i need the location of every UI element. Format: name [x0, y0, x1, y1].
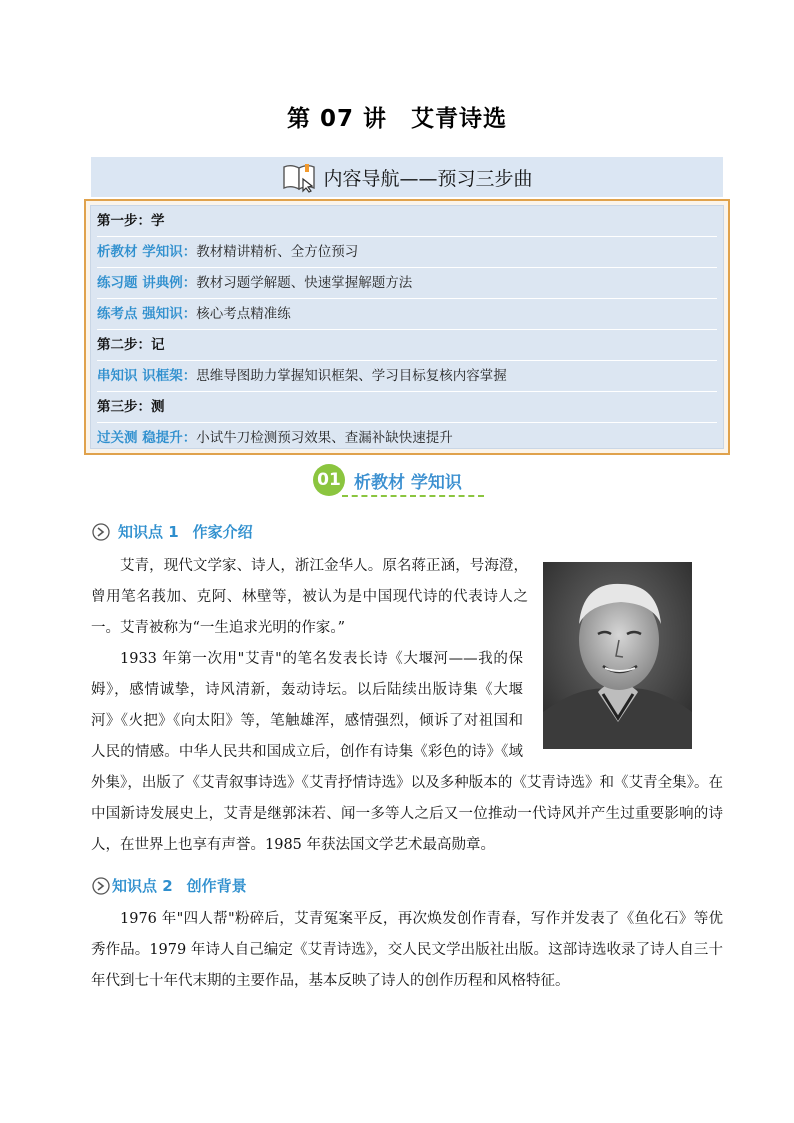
background-paragraph: 1976 年"四人帮"粉碎后，艾青冤案平反，再次焕发创作青春，写作并发表了《鱼化石》等优秀作品。1979 年诗人自己编定《艾青诗选》，交人民文学出版社出版。这部诗选收录了诗人自三十年代到七十年代末期的主要作品，基本反映了诗人的创作历程和风格特征。	[91, 911, 723, 989]
section-number: 01	[313, 464, 345, 496]
author-works-text: 1933 年第一次用"艾青"的笔名发表长诗《大堰河——我的保姆》，感情诚挚，诗风清新，轰动诗坛。以后陆续出版诗集《大堰河》《火把》《向太阳》等，笔触雄浑，感情强烈，倾诉了对祖国和人民的情感。中华人民共和国成立后，创作有诗集《彩色的诗》《域外集》，出版了《艾青叙事诗选》《艾青抒情诗选》以及多种版本的《艾青诗选》和《艾青全集》。在中国新诗发展史上，艾青是继郭沫若、闻一多等人之后又一位推动一代诗风并产生过重要影响的诗人，在世界上也享有声誉。1985 年获法国文学艺术最高勋章。	[91, 651, 723, 853]
steps-panel	[84, 199, 730, 455]
step-item	[97, 361, 717, 392]
step-item	[97, 237, 717, 268]
nav-title: 内容导航——预习三步曲	[323, 167, 533, 190]
step-item-highlight: 练习题 讲典例：	[97, 275, 197, 291]
author-portrait-photo	[543, 562, 692, 749]
step-item	[97, 299, 717, 330]
author-intro-paragraph: 艾青，现代文学家、诗人，浙江金华人。原名蒋正涵，号海澄，曾用笔名莪加、克阿、林壁等，被认为是中国现代诗的代表诗人之一。艾青被称为“一生追求光明的作家。”	[91, 558, 528, 636]
step-header	[97, 392, 717, 423]
book-pointer-icon	[281, 161, 319, 193]
step-item-highlight: 过关测 稳提升：	[97, 430, 197, 446]
step-item	[97, 423, 717, 453]
step-item-highlight: 串知识 识框架：	[97, 368, 197, 384]
step-item-desc: 教材习题学解题、快速掌握解题方法	[196, 275, 413, 291]
section-badge	[313, 463, 462, 497]
knowledge-point-heading	[92, 521, 253, 542]
step-item-highlight: 析教材 学知识：	[97, 244, 197, 260]
step-label: 第三步：测	[97, 399, 165, 415]
circle-arrow-icon	[92, 523, 110, 541]
page-title: 第 07 讲 艾青诗选	[286, 106, 508, 132]
step-item	[97, 268, 717, 299]
knowledge-point-title: 创作背景	[186, 877, 247, 895]
knowledge-point-title: 作家介绍	[192, 523, 253, 541]
knowledge-point-label: 知识点 2	[112, 877, 173, 895]
step-item-desc: 教材精讲精析、全方位预习	[196, 244, 359, 260]
step-item-desc: 思维导图助力掌握知识框架、学习目标复核内容掌握	[196, 368, 507, 384]
steps-inner-panel	[90, 205, 724, 449]
step-header	[97, 206, 717, 237]
content-nav-banner	[91, 157, 723, 197]
step-header	[97, 330, 717, 361]
step-item-desc: 小试牛刀检测预习效果、查漏补缺快速提升	[196, 430, 453, 446]
section-label: 析教材 学知识	[354, 472, 462, 493]
knowledge-point-heading	[92, 875, 247, 896]
knowledge-point-label: 知识点 1	[118, 523, 179, 541]
circle-arrow-icon	[92, 877, 110, 895]
step-item-highlight: 练考点 强知识：	[97, 306, 197, 322]
step-item-desc: 核心考点精准练	[196, 306, 291, 322]
section-underline	[342, 495, 484, 497]
step-label: 第一步：学	[97, 213, 165, 229]
step-label: 第二步：记	[97, 337, 165, 353]
